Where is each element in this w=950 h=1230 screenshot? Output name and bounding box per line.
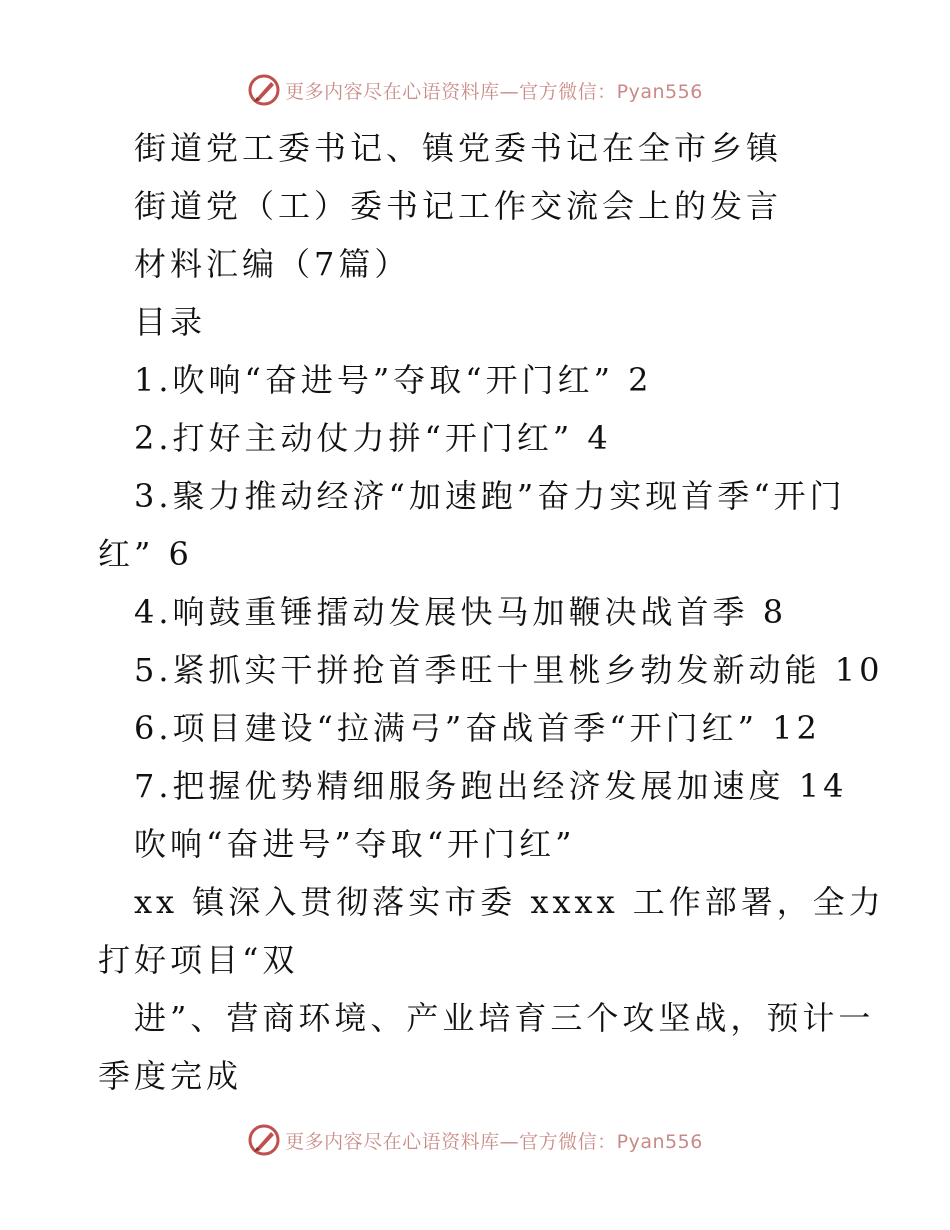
body-line-2: 打好项目“双 (98, 941, 299, 979)
watermark-text: 更多内容尽在心语资料库—官方微信：Pyan556 (285, 80, 703, 103)
toc-item-3-cont: 红” 6 (98, 535, 193, 573)
doc-title-line-2: 街道党（工）委书记工作交流会上的发言 (134, 187, 783, 225)
toc-item-3: 3.聚力推动经济“加速跑”奋力实现首季“开门 (134, 477, 846, 515)
toc-item-6: 6.项目建设“拉满弓”奋战首季“开门红” 12 (134, 709, 821, 747)
quill-pen-logo-icon (247, 1123, 281, 1157)
doc-title-line-1: 街道党工委书记、镇党委书记在全市乡镇 (134, 129, 783, 167)
toc-item-1: 1.吹响“奋进号”夺取“开门红” 2 (134, 361, 653, 399)
doc-title-line-3: 材料汇编（7篇） (134, 245, 411, 283)
toc-heading: 目录 (134, 303, 207, 341)
watermark-text: 更多内容尽在心语资料库—官方微信：Pyan556 (285, 1130, 703, 1153)
body-line-4: 季度完成 (98, 1057, 243, 1095)
toc-item-7: 7.把握优势精细服务跑出经济发展加速度 14 (134, 767, 848, 805)
section-heading: 吹响“奋进号”夺取“开门红” (134, 825, 576, 863)
toc-item-2: 2.打好主动仗力拼“开门红” 4 (134, 419, 612, 457)
footer-watermark (0, 1120, 950, 1160)
toc-item-5: 5.紧抓实干拼抢首季旺十里桃乡勃发新动能 10 (134, 651, 884, 689)
body-line-1: xx 镇深入贯彻落实市委 xxxx 工作部署，全力 (134, 883, 885, 921)
toc-item-4: 4.响鼓重锤擂动发展快马加鞭决战首季 8 (134, 593, 788, 631)
body-line-3: 进”、营商环境、产业培育三个攻坚战，预计一 (134, 999, 875, 1037)
